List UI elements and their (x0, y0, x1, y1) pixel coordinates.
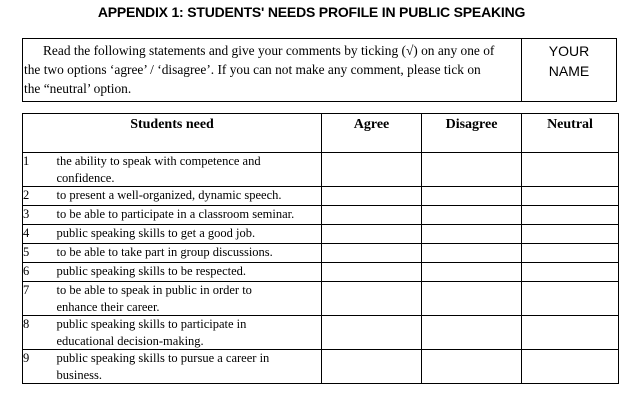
neutral-cell[interactable] (522, 187, 619, 206)
row-number: 2 (23, 187, 57, 206)
table-row (23, 206, 619, 225)
disagree-cell[interactable] (422, 316, 522, 350)
statement-line-1: public speaking skills to pursue a career in (56, 351, 270, 365)
header-students-need: Students need (23, 114, 322, 153)
table-row (23, 153, 619, 187)
header-disagree: Disagree (422, 114, 522, 153)
neutral-cell[interactable] (522, 225, 619, 244)
disagree-cell[interactable] (422, 350, 522, 384)
table-row (23, 244, 619, 263)
agree-cell[interactable] (322, 225, 422, 244)
agree-cell[interactable] (322, 263, 422, 282)
instructions-text (23, 39, 521, 98)
statement-line-2: confidence. (56, 170, 115, 185)
row-statement: public speaking skills to get a good job. (57, 225, 322, 244)
table-row (23, 350, 619, 384)
statement-line-2: business. (56, 367, 102, 382)
row-statement: public speaking skills to be respected. (57, 263, 322, 282)
statement-line-1: the ability to speak with competence and (56, 154, 261, 168)
your-name-label (522, 39, 616, 81)
neutral-cell[interactable] (522, 350, 619, 384)
table-row (23, 282, 619, 316)
header-row (23, 114, 619, 153)
instructions-table (22, 38, 617, 102)
agree-cell[interactable] (322, 244, 422, 263)
instructions-line-2: the two options ‘agree’ / ‘disagree’. If you can not make any comment, please tick on (24, 62, 481, 77)
instructions-line-3: the “neutral’ option. (24, 81, 132, 96)
instructions-cell (23, 39, 522, 102)
table-row (23, 316, 619, 350)
disagree-cell[interactable] (422, 206, 522, 225)
row-number: 6 (23, 263, 57, 282)
row-number: 7 (23, 282, 57, 316)
row-statement (57, 153, 322, 187)
row-statement: to present a well-organized, dynamic speech. (57, 187, 322, 206)
statement-line-1: to be able to speak in public in order to (56, 283, 252, 297)
row-number: 9 (23, 350, 57, 384)
statement-line-2: educational decision-making. (56, 333, 204, 348)
row-number: 4 (23, 225, 57, 244)
neutral-cell[interactable] (522, 282, 619, 316)
neutral-cell[interactable] (522, 263, 619, 282)
disagree-cell[interactable] (422, 263, 522, 282)
agree-cell[interactable] (322, 316, 422, 350)
agree-cell[interactable] (322, 187, 422, 206)
neutral-cell[interactable] (522, 153, 619, 187)
agree-cell[interactable] (322, 206, 422, 225)
disagree-cell[interactable] (422, 153, 522, 187)
needs-table (22, 113, 619, 384)
agree-cell[interactable] (322, 282, 422, 316)
neutral-cell[interactable] (522, 316, 619, 350)
agree-cell[interactable] (322, 153, 422, 187)
row-number: 3 (23, 206, 57, 225)
disagree-cell[interactable] (422, 244, 522, 263)
header-neutral: Neutral (522, 114, 619, 153)
disagree-cell[interactable] (422, 282, 522, 316)
your-name-line-2: NAME (548, 63, 590, 79)
instructions-line-1: Read the following statements and give your comments by ticking (√) on any one of (43, 43, 495, 58)
table-row (23, 225, 619, 244)
your-name-cell[interactable] (522, 39, 617, 102)
row-statement (57, 282, 322, 316)
statement-line-2: enhance their career. (56, 299, 160, 314)
disagree-cell[interactable] (422, 187, 522, 206)
your-name-line-1: YOUR (548, 43, 590, 59)
statement-line-1: public speaking skills to participate in (56, 317, 247, 331)
row-statement (57, 316, 322, 350)
row-statement: to be able to participate in a classroom seminar. (57, 206, 322, 225)
row-number: 8 (23, 316, 57, 350)
row-statement (57, 350, 322, 384)
document-title: APPENDIX 1: STUDENTS' NEEDS PROFILE IN PUBLIC SPEAKING (97, 4, 526, 20)
table-row (23, 263, 619, 282)
header-agree: Agree (322, 114, 422, 153)
neutral-cell[interactable] (522, 206, 619, 225)
table-row (23, 187, 619, 206)
row-number: 5 (23, 244, 57, 263)
agree-cell[interactable] (322, 350, 422, 384)
row-statement: to be able to take part in group discussions. (57, 244, 322, 263)
disagree-cell[interactable] (422, 225, 522, 244)
row-number: 1 (23, 153, 57, 187)
neutral-cell[interactable] (522, 244, 619, 263)
